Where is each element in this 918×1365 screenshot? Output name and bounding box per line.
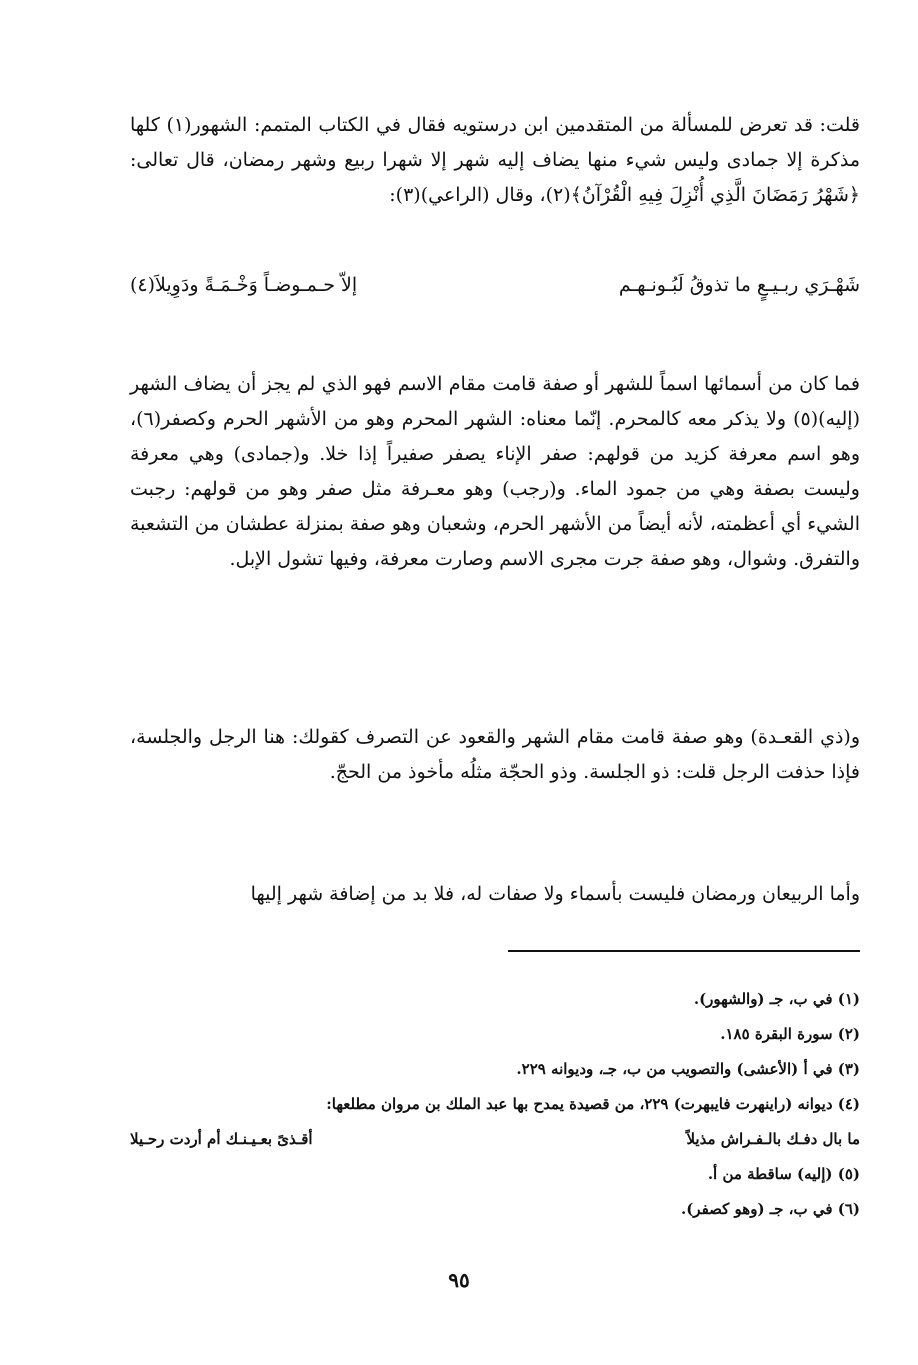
footnote-3: (٣) في أ (الأعشى) والتصويب من ب، جـ، وديوانه ٢٢٩. <box>516 1060 860 1078</box>
footnote-divider <box>508 950 860 952</box>
paragraph-4: وأما الربيعان ورمضان فليست بأسماء ولا صفات له، فلا بد من إضافة شهر إليها <box>250 883 860 905</box>
footnote-4: (٤) ديوانه (راينهرت فايبهرت) ٢٢٩، من قصيدة يمدح بها عبد الملك بن مروان مطلعها: <box>326 1095 860 1113</box>
paragraph-2: فما كان من أسمائها اسماً للشهر أو صفة قامت مقام الاسم فهو الذي لم يجز أن يضاف الشهر (إليه)(٥) ولا يذكر معه كالمحرم. إنّما معناه: الشهر المحرم وهو من الأشهر الحرم وكصفر(٦)، وهو اسم معرفة كزيد من قولهم: صفر الإناء يصفر صفيراً إذا خلا. و(جمادى) وهي معرفة وليست بصفة وهي من جمود الماء. و(رجب) وهو معـرفة مثل صفر وهو من قولهم: رجبت الشيء أي أعظمته، لأنه أيضاً من الأشهر الحرم، وشعبان وهو صفة بمنزلة عطشان من التشعبة والتفرق. وشوال، وهو صفة جرت مجرى الاسم وصارت معرفة، وفيها تشول الإبل. <box>130 373 860 570</box>
footnote-1: (١) في ب، جـ (والشهور). <box>693 990 860 1008</box>
footnote-6: (٦) في ب، جـ (وهو كصفر). <box>680 1200 860 1218</box>
paragraph-1: قلت: قد تعرض للمسألة من المتقدمين ابن درستويه فقال في الكتاب المتمم: الشهور(١) كلها مذكرة إلا جمادى وليس شيء منها يضاف إليه شهر إلا شهرا ربيع وشهر رمضان، قال تعالى: ﴿شَهْرُ رَمَضَانَ الَّذِي أُنْزِلَ فِيهِ الْقُرْآنُ﴾(٢)، وقال (الراعي)(٣): <box>130 114 860 206</box>
footnote-4-verse <box>130 1122 860 1157</box>
paragraph-3: و(ذي القعـدة) وهو صفة قامت مقام الشهر والقعود عن التصرف كقولك: هنا الرجل والجلسة، فإذا حذفت الرجل قلت: ذو الجلسة. وذو الحجّة مثلُه مأخوذ من الحجّ. <box>130 726 860 783</box>
verse-second-hemistich: إلاّ حـمـوضـاً وَخْـمَـةً ودَوِيلاَ(٤) <box>130 274 358 296</box>
verse-first-hemistich: شَهْـرَي ربـيـعٍ ما تذوقُ لَبُـونـهـم <box>618 274 860 296</box>
footnote-2: (٢) سورة البقرة ١٨٥. <box>720 1025 860 1043</box>
footnotes <box>130 982 860 1227</box>
footnote-verse-first-hemistich: ما بال دفـك بالـفـراش مذيلاً <box>686 1130 860 1148</box>
footnote-verse-second-hemistich: أقـذىً بعـيـنـك أم أردت رحـيلا <box>130 1130 313 1148</box>
footnote-5: (٥) (إليه) ساقطة من أ. <box>707 1165 860 1183</box>
poem-verse <box>130 268 860 303</box>
page-number: ٩٥ <box>448 1268 470 1292</box>
